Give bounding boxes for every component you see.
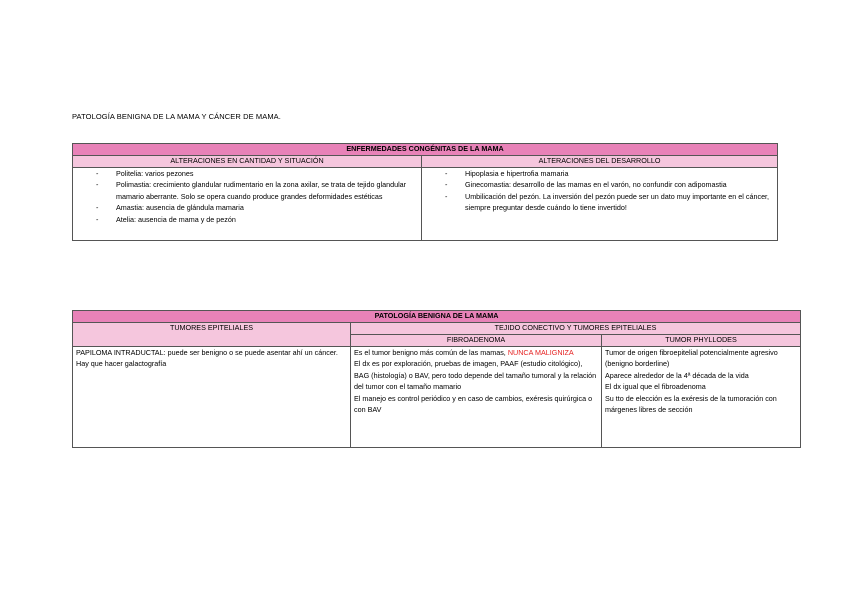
list-item: - Atelia: ausencia de mama y de pezón: [76, 214, 418, 225]
phyllodes-line: Su tto de elección es la exéresis de la tumoración con márgenes libres de sección: [605, 393, 777, 415]
papiloma-cell: [73, 347, 351, 448]
fibroadenoma-manejo: El manejo es control periódico y en caso de cambios, exéresis quirúrgica o con BAV: [354, 393, 593, 415]
table2-col-left-header: TUMORES EPITELIALES: [73, 323, 351, 347]
development-list: [425, 168, 774, 214]
phyllodes-line: El dx igual que el fibroadenoma: [605, 382, 706, 392]
table1-col-left-header: ALTERACIONES EN CANTIDAD Y SITUACIÓN: [73, 156, 422, 168]
list-item: - Politelia: varios pezones: [76, 168, 418, 179]
list-item: - Polimastia: crecimiento glandular rudimentario en la zona axilar, se trata de tejido glandular mamario aberrante. Solo se opera cuando produce grandes deformidades estéticas: [76, 179, 418, 202]
table2-header: PATOLOGÍA BENIGNA DE LA MAMA: [73, 311, 801, 323]
list-item: - Ginecomastia: desarrollo de las mamas en el varón, no confundir con adipomastia: [425, 179, 774, 190]
fibroadenoma-intro: [354, 347, 598, 358]
phyllodes-header: TUMOR PHYLLODES: [602, 335, 801, 347]
phyllodes-cell: [602, 347, 801, 448]
list-item: - Umbilicación del pezón. La inversión del pezón puede ser un dato muy importante en el cáncer, siempre preguntar desde cuándo lo tiene invertido!: [425, 191, 774, 214]
table1-right-cell: [422, 168, 778, 241]
benign-pathology-table: [72, 310, 801, 448]
table1-header: ENFERMEDADES CONGÉNITAS DE LA MAMA: [73, 144, 778, 156]
quantity-situation-list: [76, 168, 418, 225]
document-title: PATOLOGÍA BENIGNA DE LA MAMA Y CÁNCER DE MAMA.: [72, 112, 281, 121]
list-item: - Amastia: ausencia de glándula mamaria: [76, 202, 418, 213]
table1-left-cell: [73, 168, 422, 241]
fibroadenoma-cell: [351, 347, 602, 448]
fibroadenoma-dx: El dx es por exploración, pruebas de imagen, PAAF (estudio citológico), BAG (histología) o BAV, pero todo depende del tamaño tumoral y la relación del tumor con el tamaño mamario: [354, 359, 597, 392]
fibroadenoma-intro-text: Es el tumor benigno más común de las mamas,: [354, 348, 506, 357]
papiloma-text: PAPILOMA INTRADUCTAL: puede ser benigno o se puede asentar ahí un cáncer. Hay que hacer galactografía: [76, 348, 338, 369]
phyllodes-line: Aparece alrededor de la 4ª década de la vida: [605, 370, 749, 380]
nunca-maligniza-text: NUNCA MALIGNIZA: [507, 348, 574, 357]
phyllodes-line: Tumor de origen fibroepitelial potencialmente agresivo (benigno borderline): [605, 348, 778, 369]
table2-col-right-header: TEJIDO CONECTIVO Y TUMORES EPITELIALES: [351, 323, 801, 335]
congenital-diseases-table: [72, 143, 778, 241]
fibroadenoma-header: FIBROADENOMA: [351, 335, 602, 347]
table1-col-right-header: ALTERACIONES DEL DESARROLLO: [422, 156, 778, 168]
list-item: - Hipoplasia e hipertrofia mamaria: [425, 168, 774, 179]
